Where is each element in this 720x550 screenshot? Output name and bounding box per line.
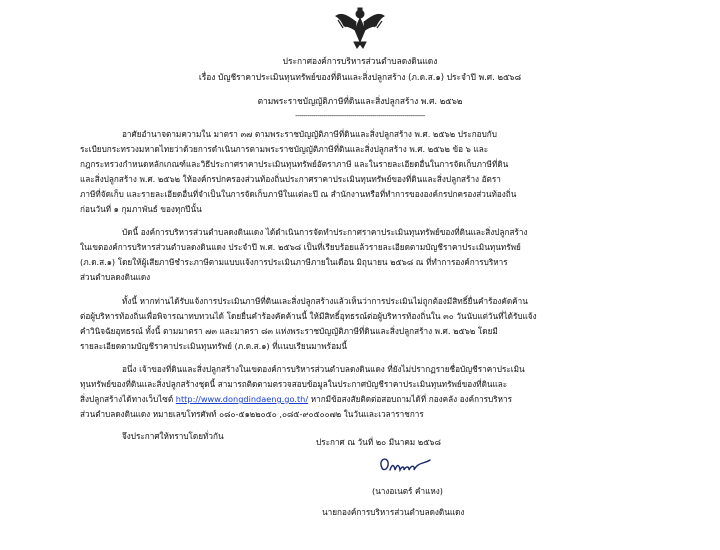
paragraph-4-line: ส่วนตำบลดงดินแดง หมายเลขโทรศัพท์ ๐๘๐-๕๑๒๒๐๕๐ ,๐๘๕-๙๐๕๐๐๗๒ ในวันและเวลาราชการ xyxy=(80,409,424,419)
paragraph-2-line: บัดนี้ องค์การบริหารส่วนตำบลดงดินแดง ได้ดำเนินการจัดทำประกาศราคาประเมินทุนทรัพย์ของที่ดินและสิ่งปลูกสร้าง xyxy=(122,227,528,237)
garuda-emblem-icon xyxy=(334,6,386,50)
announcement-date: ประกาศ ณ วันที่ ๒๐ มีนาคม ๒๕๖๘ xyxy=(316,437,441,447)
paragraph-1-line: ก่อนวันที่ ๑ กุมภาพันธ์ ของทุกปีนั้น xyxy=(80,204,202,214)
subject-line: เรื่อง บัญชีราคาประเมินทุนทรัพย์ของที่ดินและสิ่งปลูกสร้าง (ภ.ด.ส.๑) ประจำปี พ.ศ. ๒๕๖๘ xyxy=(198,72,522,82)
paragraph-4-text: หากมีข้อสงสัยติดต่อสอบถามได้ที่ กองคลัง องค์การบริหาร xyxy=(308,394,513,404)
divider: ---------------------------------------------------------------- xyxy=(295,112,425,120)
website-link[interactable]: http://www.dongdindaeng.go.th/ xyxy=(175,394,309,404)
paragraph-4-line: ทุนทรัพย์ของที่ดินและสิ่งปลูกสร้างชุดนี้ สามารถติดตามตรวจสอบข้อมูลในประกาศบัญชีราคาประเมินทุนทรัพย์ของที่ดินและ xyxy=(80,379,508,389)
closing-statement: จึงประกาศให้ทราบโดยทั่วกัน xyxy=(122,431,224,441)
paragraph-4-line: อนึ่ง เจ้าของที่ดินและสิ่งปลูกสร้างในเขตองค์การบริหารส่วนตำบลดงดินแดง ที่ยังไม่ปรากฏรายชื่อบัญชีราคาประเมิน xyxy=(122,364,525,374)
paragraph-3-line: ต่อผู้บริหารท้องถิ่นเพื่อพิจารณาทบทวนได้ โดยยื่นคำร้องคัดค้านนี้ ให้มีสิทธิ์อุทธรณ์ต่อผู้บริหารท้องถิ่นใน ๓๐ วันนับแต่วันที่ได้รับแจ้ง xyxy=(80,311,537,321)
paragraph-3-line: คำวินิจฉัยอุทธรณ์ ทั้งนี้ ตามมาตรา ๗๓ และมาตรา ๘๓ แห่งพระราชบัญญัติภาษีที่ดินและสิ่งปลูกสร้าง พ.ศ. ๒๕๖๒ โดยมี xyxy=(80,326,498,336)
paragraph-1-line: ระเบียบกระทรวงมหาดไทยว่าด้วยการดำเนินการตามพระราชบัญญัติภาษีที่ดินและสิ่งปลูกสร้าง พ.ศ. ๒๕๖๒ ข้อ ๖ และ xyxy=(80,144,489,154)
signature-icon xyxy=(376,454,434,476)
signer-name: (นางอเนตร์ คำแหง) xyxy=(372,486,443,496)
paragraph-3-line: ทั้งนี้ หากท่านได้รับแจ้งการประเมินภาษีที่ดินและสิ่งปลูกสร้างแล้วเห็นว่าการประเมินไม่ถูกต้องมีสิทธิ์ยื่นคำร้องคัดค้าน xyxy=(122,296,528,306)
paragraph-1-line: ภาษีที่จัดเก็บ และรายละเอียดอื่นที่จำเป็นในการจัดเก็บภาษีในแต่ละปี ณ สำนักงานหรือที่ทำการขององค์กรปกครองส่วนท้องถิ่น xyxy=(80,189,517,199)
paragraph-2-line: ในเขตองค์การบริหารส่วนตำบลดงดินแดง ประจำปี พ.ศ. ๒๕๖๘ เป็นที่เรียบร้อยแล้วรายละเอียดตามบัญชีราคาประเมินทุนทรัพย์ xyxy=(80,242,521,252)
law-reference: ตามพระราชบัญญัติภาษีที่ดินและสิ่งปลูกสร้าง พ.ศ. ๒๕๖๒ xyxy=(257,96,463,106)
paragraph-1-line: และสิ่งปลูกสร้าง พ.ศ. ๒๕๖๒ ให้องค์กรปกครองส่วนท้องถิ่นประกาศราคาประเมินทุนทรัพย์ของที่ดินและสิ่งปลูกสร้าง อัตรา xyxy=(80,174,501,184)
paragraph-2-line: ส่วนตำบลดงดินแดง xyxy=(80,272,151,282)
paragraph-4-line-with-link xyxy=(80,393,512,405)
paragraph-3-line: รายละเอียดตามบัญชีราคาประเมินทุนทรัพย์ (ภ.ด.ส.๑) ที่แนบเรียนมาพร้อมนี้ xyxy=(80,341,347,351)
org-heading: ประกาศองค์การบริหารส่วนตำบลดงดินแดง xyxy=(282,56,438,66)
paragraph-1-line: กฎกระทรวงกำหนดหลักเกณฑ์และวิธีประกาศราคาประเมินทุนทรัพย์อัตราภาษี และในรายละเอียดอื่นในการจัดเก็บภาษีที่ดิน xyxy=(80,159,509,169)
paragraph-2-line: (ภ.ด.ส.๑) โดยให้ผู้เสียภาษีชำระภาษีตามแบบแจ้งการประเมินภาษีภายในเดือน มิถุนายน ๒๕๖๘ ณ ที่ทำการองค์การบริหาร xyxy=(80,257,508,267)
paragraph-1-line: อาศัยอำนาจตามความใน มาตรา ๓๗ ตามพระราชบัญญัติภาษีที่ดินและสิ่งปลูกสร้าง พ.ศ. ๒๕๖๒ ประกอบกับ xyxy=(122,129,497,139)
paragraph-4-text: สิ่งปลูกสร้างได้ทางเว็บไซต์ xyxy=(80,394,176,404)
signer-title: นายกองค์การบริหารส่วนตำบลดงดินแดง xyxy=(322,507,465,517)
